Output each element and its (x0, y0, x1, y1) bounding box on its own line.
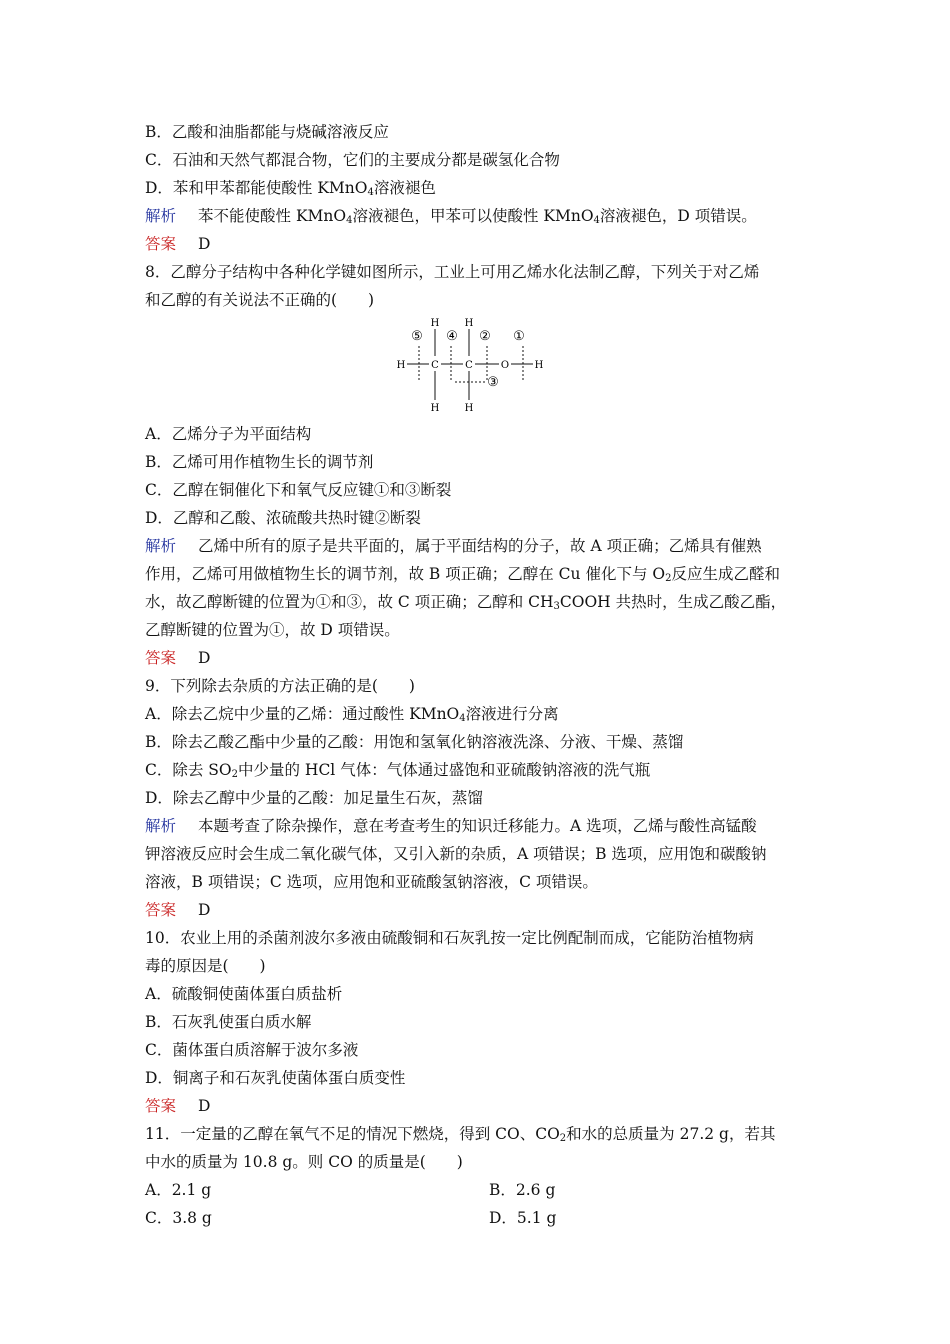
q8-option-c: C．乙醇在铜催化下和氧气反应键①和③断裂 (145, 481, 452, 499)
q8-analysis-line2: 作用，乙烯可用做植物生长的调节剂，故 B 项正确；乙醇在 Cu 催化下与 $O_2$反应生成乙醛和 (145, 565, 780, 584)
atom-c-1: C (431, 360, 439, 371)
analysis-label: 解析 (145, 207, 177, 225)
q10-stem-line2: 毒的原因是( ) (145, 957, 266, 975)
bond-label-1: ① (513, 329, 525, 344)
atom-h-bottom-2: H (464, 403, 474, 414)
q10-option-c: C．菌体蛋白质溶解于波尔多液 (145, 1041, 359, 1059)
atom-o: O (500, 360, 510, 371)
atom-h-top-2: H (464, 318, 474, 329)
bond-label-4: ④ (446, 329, 458, 344)
answer-label: 答案 (145, 1097, 177, 1115)
q11-option-a: A．2.1 g (145, 1181, 212, 1199)
analysis-label: 解析 (145, 537, 177, 555)
q11-option-c: C．3.8 g (145, 1209, 212, 1227)
prev-answer: 答案 D (145, 235, 211, 253)
q9-analysis-line1: 解析 本题考查了除杂操作，意在考查考生的知识迁移能力。A 选项，乙烯与酸性高锰酸 (145, 817, 757, 835)
q8-analysis-line3: 水，故乙醇断键的位置为①和③，故 C 项正确；乙醇和 $CH_3COOH$ 共热时，生成乙酸乙酯， (145, 593, 787, 612)
q11-options-row2 (145, 1204, 815, 1232)
q9-analysis-line2: 钾溶液反应时会生成二氧化碳气体，又引入新的杂质，A 项错误；B 选项，应用饱和碳酸钠 (145, 845, 767, 863)
bond-label-2: ② (479, 329, 491, 344)
ethanol-structure-svg (395, 316, 565, 416)
q9-option-c: C．除去 $SO_2$中少量的 HCl 气体：气体通过盛饱和亚硫酸钠溶液的洗气瓶 (145, 761, 651, 780)
q9-option-a: A．除去乙烷中少量的乙烯：通过酸性 KMnO$_4$溶液进行分离 (145, 705, 559, 724)
q8-option-a: A．乙烯分子为平面结构 (145, 425, 312, 443)
atom-c-2: C (465, 360, 473, 371)
q8-stem-line2: 和乙醇的有关说法不正确的( ) (145, 291, 375, 309)
q8-stem-line1: 8．乙醇分子结构中各种化学键如图所示，工业上可用乙烯水化法制乙醇，下列关于对乙烯 (145, 263, 760, 281)
ethanol-structure-diagram (145, 316, 815, 416)
q10-option-d: D．铜离子和石灰乳使菌体蛋白质变性 (145, 1069, 406, 1087)
q10-stem-line1: 10．农业上用的杀菌剂波尔多液由硫酸铜和石灰乳按一定比例配制而成，它能防治植物病 (145, 929, 754, 947)
q10-answer: 答案 D (145, 1097, 211, 1115)
answer-label: 答案 (145, 235, 177, 253)
q8-analysis-line4: 乙醇断键的位置为①，故 D 项错误。 (145, 621, 400, 639)
q8-answer: 答案 D (145, 649, 211, 667)
bond-label-5: ⑤ (411, 329, 423, 344)
q11-stem-line1: 11．一定量的乙醇在氧气不足的情况下燃烧，得到 CO、$CO_2$和水的总质量为 27.2 g，若其 (145, 1125, 776, 1144)
atom-h-top-1: H (430, 318, 440, 329)
q9-stem: 9．下列除去杂质的方法正确的是( ) (145, 677, 415, 695)
q9-analysis-line3: 溶液，B 项错误；C 选项，应用饱和亚硫酸氢钠溶液，C 项错误。 (145, 873, 598, 891)
q10-option-a: A．硫酸铜使菌体蛋白质盐析 (145, 985, 343, 1003)
q9-answer: 答案 D (145, 901, 211, 919)
analysis-label: 解析 (145, 817, 177, 835)
q8-option-b: B．乙烯可用作植物生长的调节剂 (145, 453, 374, 471)
answer-label: 答案 (145, 649, 177, 667)
answer-label: 答案 (145, 901, 177, 919)
prev-option-d: D．苯和甲苯都能使酸性 KMnO$_4$溶液褪色 (145, 179, 436, 198)
prev-option-b: B．乙酸和油脂都能与烧碱溶液反应 (145, 123, 389, 141)
q9-option-d: D．除去乙醇中少量的乙酸：加足量生石灰，蒸馏 (145, 789, 483, 807)
prev-analysis: 解析 苯不能使酸性 KMnO$_4$溶液褪色，甲苯可以使酸性 KMnO$_4$溶液褪色，D 项错误。 (145, 207, 757, 226)
q8-analysis-line1: 解析 乙烯中所有的原子是共平面的，属于平面结构的分子，故 A 项正确；乙烯具有催熟 (145, 537, 762, 555)
q11-option-b: B．2.6 g (489, 1181, 556, 1199)
bond-label-3: ③ (487, 375, 499, 390)
atom-h-right: H (534, 360, 544, 371)
q11-stem-line2: 中水的质量为 10.8 g。则 CO 的质量是( ) (145, 1153, 463, 1171)
q11-option-d: D．5.1 g (489, 1209, 557, 1227)
q8-option-d: D．乙醇和乙酸、浓硫酸共热时键②断裂 (145, 509, 421, 527)
prev-option-c: C．石油和天然气都混合物，它们的主要成分都是碳氢化合物 (145, 151, 560, 169)
q9-option-b: B．除去乙酸乙酯中少量的乙酸：用饱和氢氧化钠溶液洗涤、分液、干燥、蒸馏 (145, 733, 684, 751)
atom-h-bottom-1: H (430, 403, 440, 414)
q11-options-row1 (145, 1176, 815, 1204)
atom-h-left: H (396, 360, 406, 371)
q10-option-b: B．石灰乳使蛋白质水解 (145, 1013, 312, 1031)
document-page (145, 118, 815, 1232)
